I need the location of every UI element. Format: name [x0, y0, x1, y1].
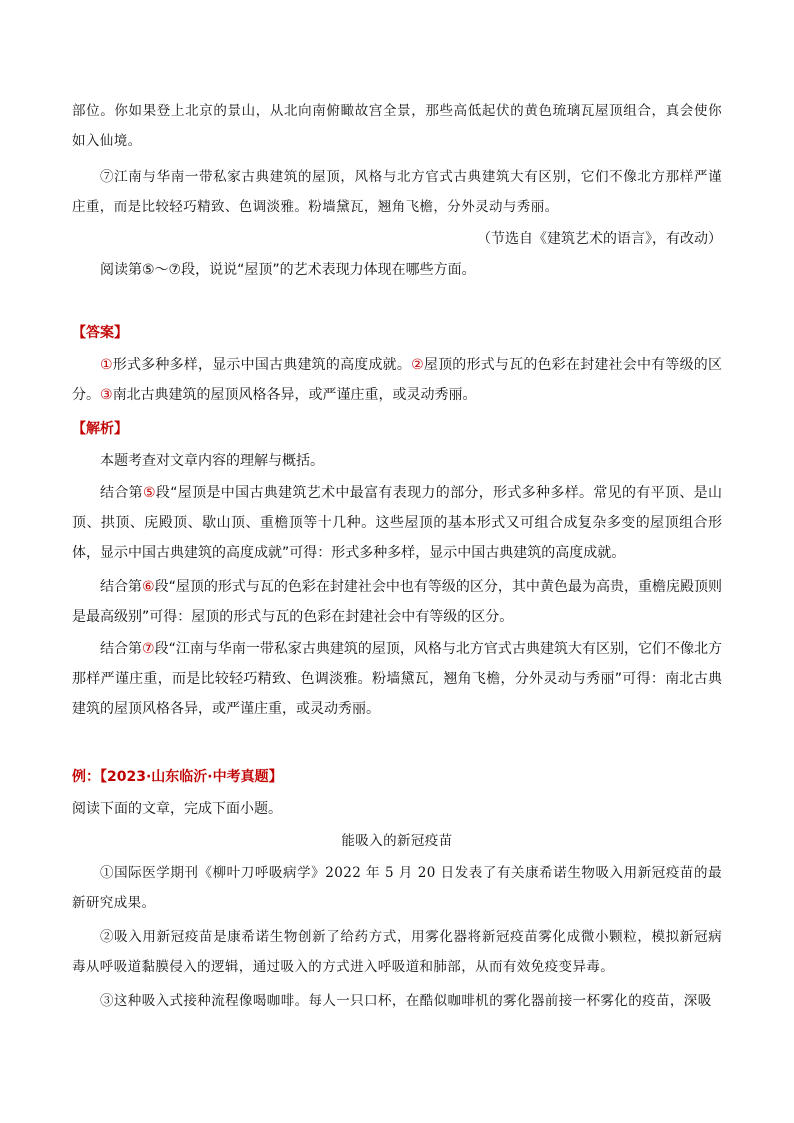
analysis-point-3: [72, 634, 722, 724]
analysis-body-3: 段“江南与华南一带私家古典建筑的屋顶，风格与北方官式古典建筑大有区别，它们不像北方那样严谨庄重，而是比较轻巧精致、色调淡雅。粉墙黛瓦，翘角飞檐，分外灵动与秀丽”可得：南北古典建筑的屋顶风格各异，或严谨庄重，或灵动秀丽。: [72, 641, 722, 717]
paragraph-ref-7: ⑦: [142, 641, 155, 657]
answer-number-2: ②: [411, 357, 424, 373]
answer-point-2: 屋顶的形式与瓦的色彩在封建社会中有等级的区分。: [72, 357, 723, 403]
answer-point-1: 形式多种多样，显示中国古典建筑的高度成就。: [112, 357, 412, 373]
analysis-point-1: [72, 478, 722, 568]
example-label: 例：: [72, 769, 100, 785]
analysis-prefix: 结合第: [100, 641, 143, 657]
analysis-point-2: [72, 572, 722, 632]
answer-number-1: ①: [100, 357, 113, 373]
exam-source-tag: 【2023·山东临沂·中考真题】: [100, 769, 283, 785]
analysis-label: 【解析】: [72, 421, 128, 437]
analysis-prefix: 结合第: [100, 579, 143, 595]
reading-paragraph-continuation: 部位。你如果登上北京的景山，从北向南俯瞰故宫全景，那些高低起伏的黄色琉璃瓦屋顶组合，真会使你如入仙境。: [72, 103, 722, 149]
article-title: 能吸入的新冠疫苗: [341, 833, 453, 849]
analysis-body-2: 段“屋顶的形式与瓦的色彩在封建社会中也有等级的区分，其中黄色最为高贵，重檐庑殿顶则是最高级别”可得：屋顶的形式与瓦的色彩在封建社会中有等级的区分。: [72, 579, 722, 625]
article-paragraph-1: ①国际医学期刊《柳叶刀呼吸病学》2022 年 5 月 20 日发表了有关康希诺生物吸入用新冠疫苗的最新研究成果。: [72, 865, 722, 911]
answer-text: [72, 350, 722, 410]
analysis-intro: 本题考查对文章内容的理解与概括。: [100, 453, 324, 469]
answer-number-3: ③: [100, 387, 113, 403]
reading-paragraph-7: ⑦江南与华南一带私家古典建筑的屋顶，风格与北方官式古典建筑大有区别，它们不像北方那样严谨庄重，而是比较轻巧精致、色调淡雅。粉墙黛瓦，翘角飞檐，分外灵动与秀丽。: [72, 169, 722, 215]
example-instruction: 阅读下面的文章，完成下面小题。: [72, 801, 282, 817]
analysis-prefix: 结合第: [100, 485, 143, 501]
question-text: 阅读第⑤～⑦段，说说“屋顶”的艺术表现力体现在哪些方面。: [100, 262, 476, 278]
answer-point-3: 南北古典建筑的屋顶风格各异，或严谨庄重，或灵动秀丽。: [112, 387, 477, 403]
paragraph-ref-6: ⑥: [142, 579, 155, 595]
reading-source: （节选自《建筑艺术的语言》，有改动）: [477, 231, 722, 247]
article-paragraph-3: ③这种吸入式接种流程像喝咖啡。每人一只口杯，在酷似咖啡机的雾化器前接一杯雾化的疫苗，深吸: [100, 993, 712, 1009]
answer-label: 【答案】: [72, 325, 128, 341]
analysis-body-1: 段“屋顶是中国古典建筑艺术中最富有表现力的部分，形式多种多样。常见的有平顶、是山顶、拱顶、庑殿顶、歇山顶、重檐顶等十几种。这些屋顶的基本形式又可组合成复杂多变的屋顶组合形体，显示中国古典建筑的高度成就”可得：形式多种多样，显示中国古典建筑的高度成就。: [72, 485, 722, 561]
article-paragraph-2: ②吸入用新冠疫苗是康希诺生物创新了给药方式，用雾化器将新冠疫苗雾化成微小颗粒，模拟新冠病毒从呼吸道黏膜侵入的逻辑，通过吸入的方式进入呼吸道和肺部，从而有效免疫变异毒。: [72, 929, 722, 975]
paragraph-ref-5: ⑤: [143, 485, 156, 501]
example-header: [72, 762, 722, 792]
